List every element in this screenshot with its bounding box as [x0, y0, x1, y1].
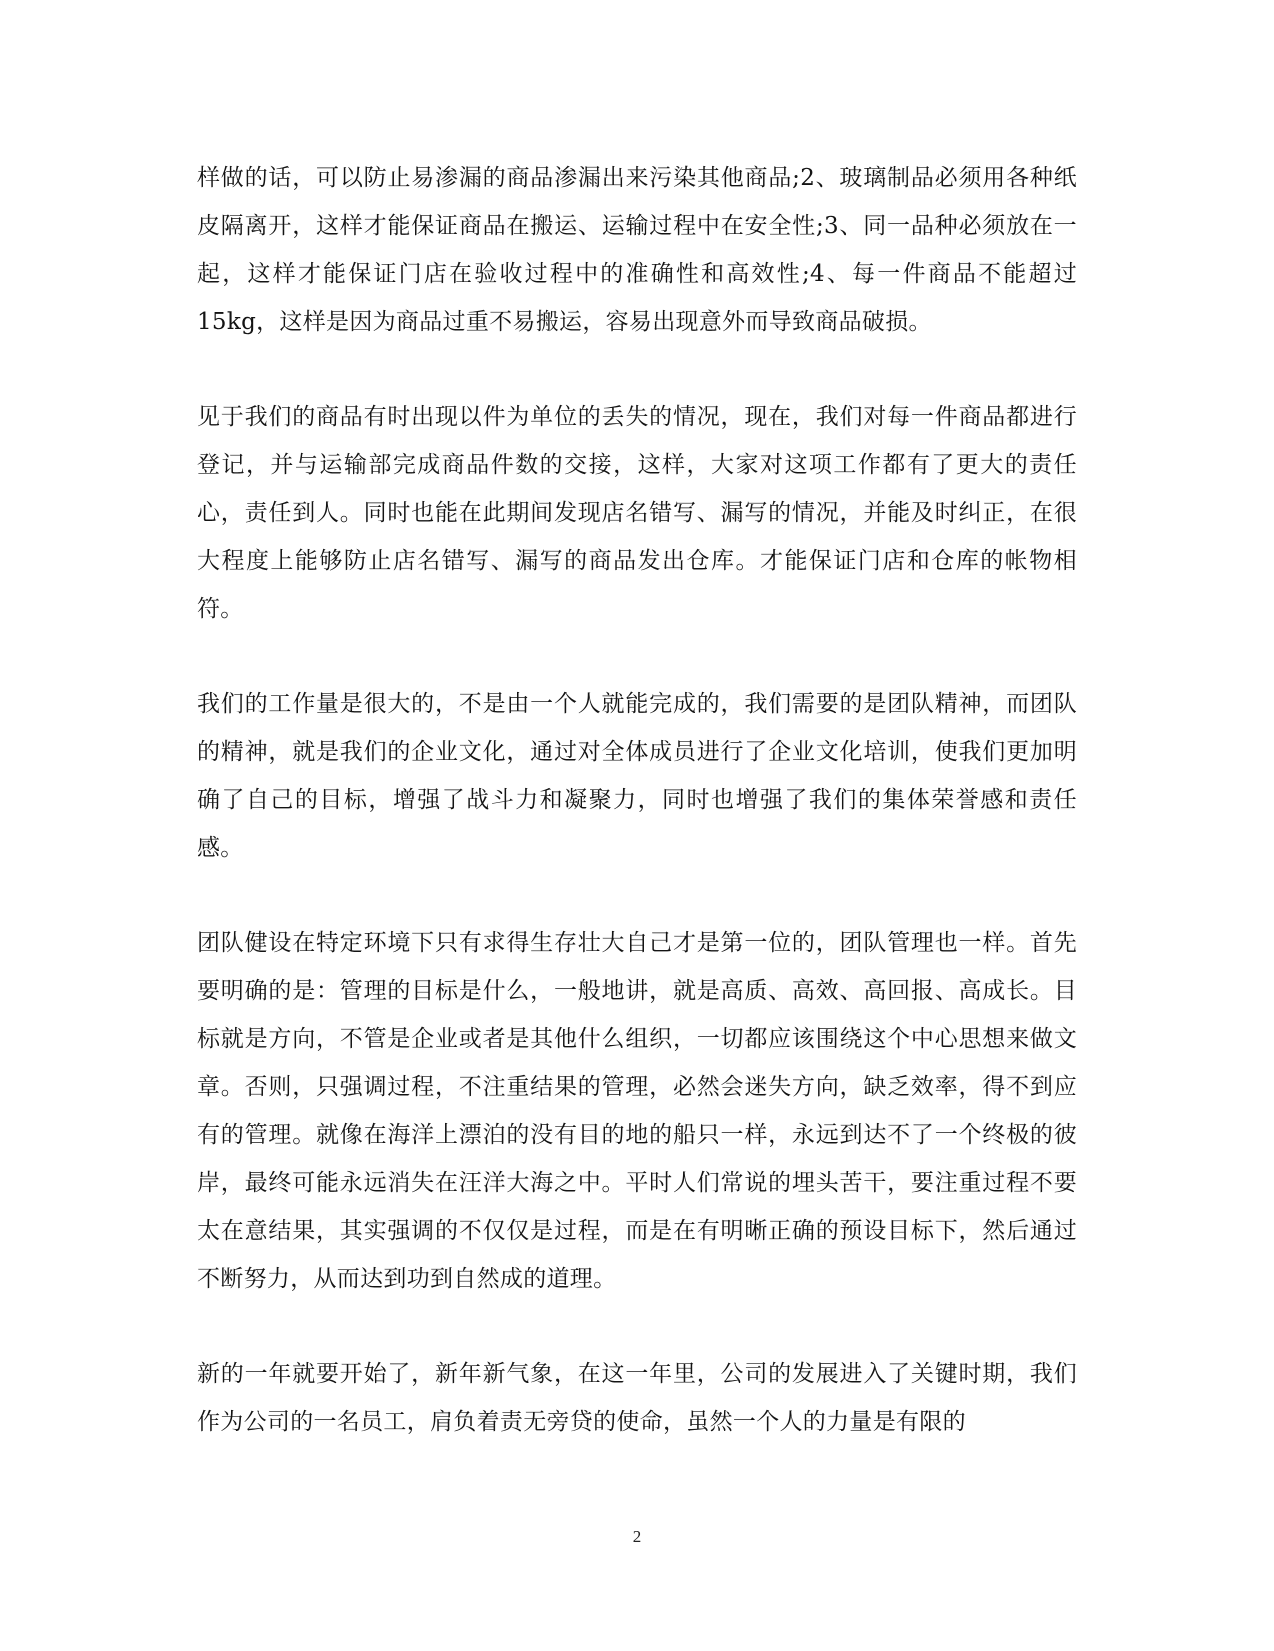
paragraph-management-goals: 团队健设在特定环境下只有求得生存壮大自己才是第一位的，团队管理也一样。首先要明确的是：管理的目标是什么，一般地讲，就是高质、高效、高回报、高成长。目标就是方向，不管是企业或者是其他什么组织，一切都应该围绕这个中心思想来做文章。否则，只强调过程，不注重结果的管理，必然会迷失方向，缺乏效率，得不到应有的管理。就像在海洋上漂泊的没有目的地的船只一样，永远到达不了一个终极的彼岸，最终可能永远消失在汪洋大海之中。平时人们常说的埋头苦干，要注重过程不要太在意结果，其实强调的不仅仅是过程，而是在有明晰正确的预设目标下，然后通过不断努力，从而达到功到自然成的道理。 [197, 930, 1077, 1292]
page-number: 2 [632, 1527, 642, 1546]
page-body [197, 154, 1077, 1446]
paragraph-new-year: 新的一年就要开始了，新年新气象，在这一年里，公司的发展进入了关键时期，我们作为公司的一名员工，肩负着责无旁贷的使命，虽然一个人的力量是有限的 [197, 1361, 1077, 1435]
paragraph-team-spirit: 我们的工作量是很大的，不是由一个人就能完成的，我们需要的是团队精神，而团队的精神，就是我们的企业文化，通过对全体成员进行了企业文化培训，使我们更加明确了自己的目标，增强了战斗力和凝聚力，同时也增强了我们的集体荣誉感和责任感。 [197, 691, 1077, 861]
paragraph-item-registration: 见于我们的商品有时出现以件为单位的丢失的情况，现在，我们对每一件商品都进行登记，并与运输部完成商品件数的交接，这样，大家对这项工作都有了更大的责任心，责任到人。同时也能在此期间发现店名错写、漏写的情况，并能及时纠正，在很大程度上能够防止店名错写、漏写的商品发出仓库。才能保证门店和仓库的帐物相符。 [197, 404, 1077, 622]
paragraph-packing-rules: 样做的话，可以防止易渗漏的商品渗漏出来污染其他商品;2、玻璃制品必须用各种纸皮隔离开，这样才能保证商品在搬运、运输过程中在安全性;3、同一品种必须放在一起，这样才能保证门店在验收过程中的准确性和高效性;4、每一件商品不能超过15kg，这样是因为商品过重不易搬运，容易出现意外而导致商品破损。 [197, 165, 1077, 335]
